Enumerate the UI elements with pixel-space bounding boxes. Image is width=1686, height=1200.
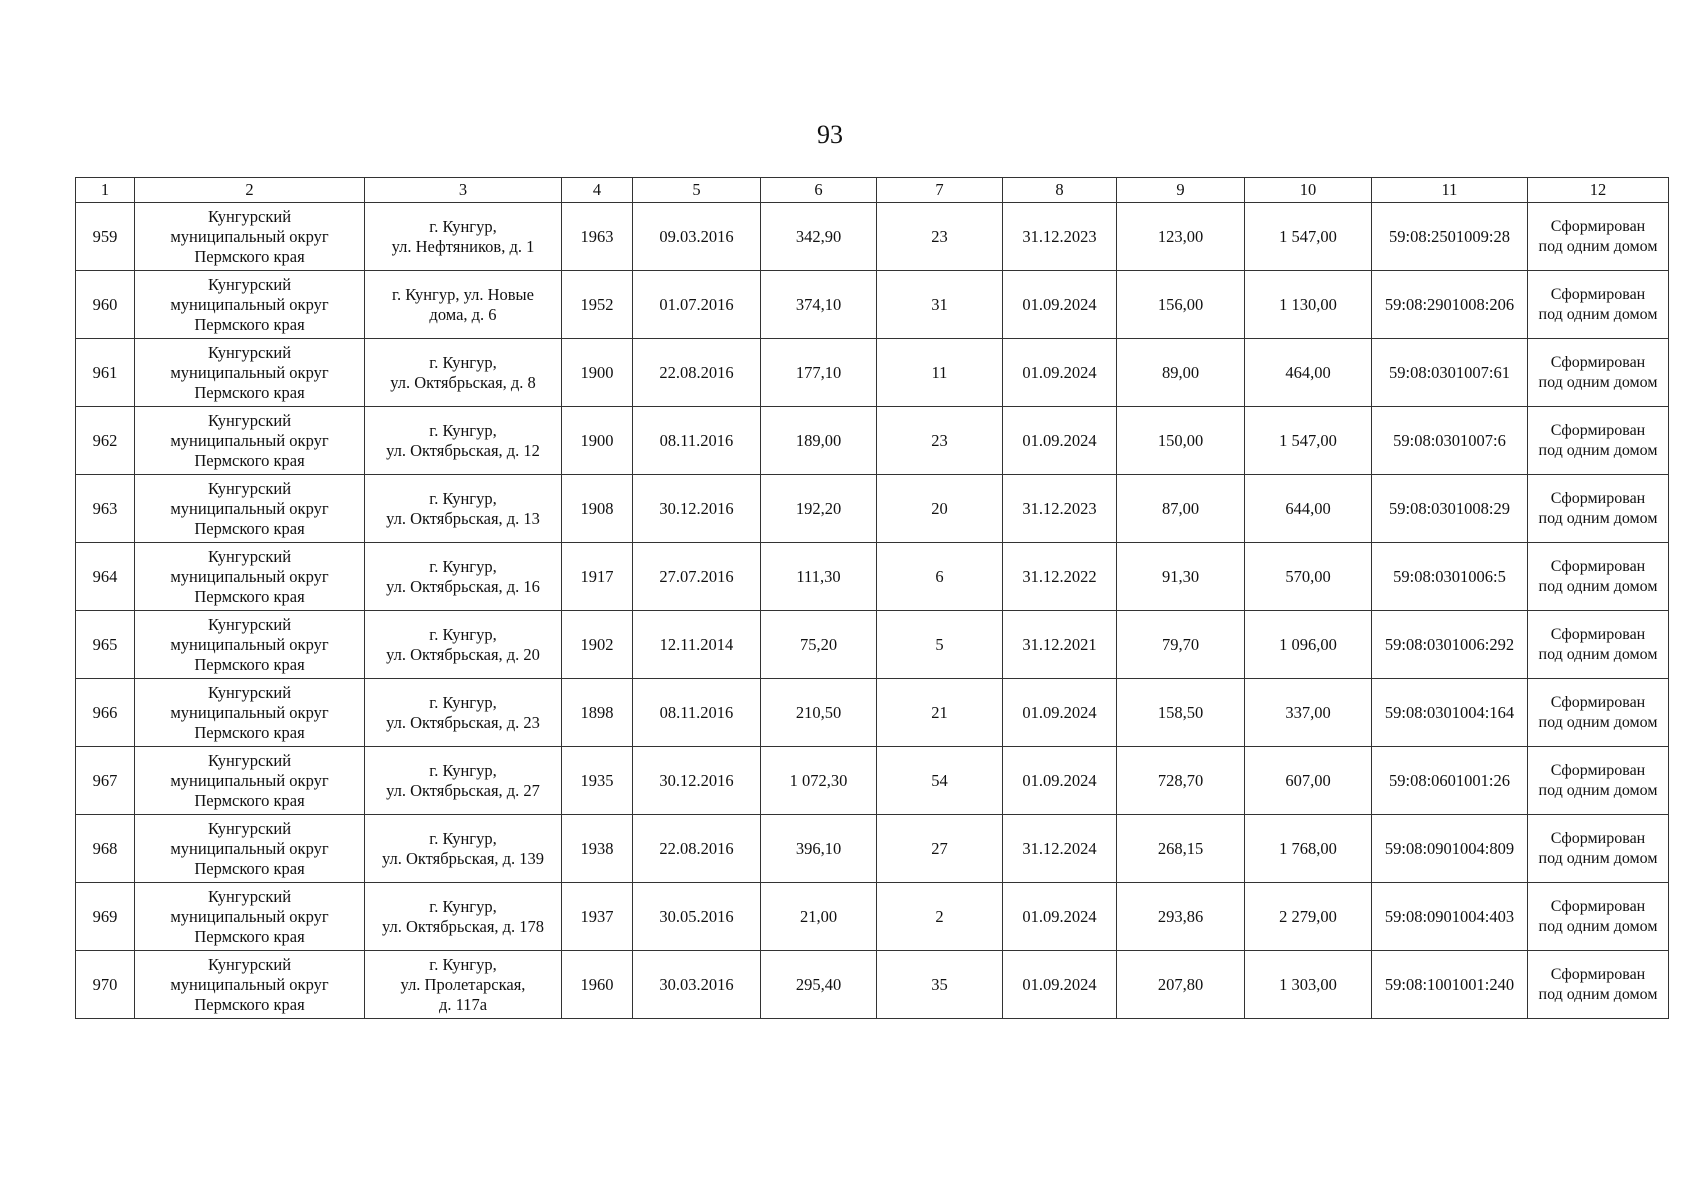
municipality-line: Пермского края <box>194 246 305 266</box>
address-cell <box>365 271 562 339</box>
municipality-line: муниципальный округ <box>170 974 329 994</box>
resettlement-deadline-cell: 01.09.2024 <box>1003 407 1117 475</box>
column-header: 11 <box>1372 178 1528 203</box>
address-line: г. Кунгур, <box>429 420 497 440</box>
address-line: г. Кунгур, <box>429 954 497 974</box>
recognition-date-cell: 22.08.2016 <box>633 339 761 407</box>
column-header: 4 <box>562 178 633 203</box>
address-line: г. Кунгур, <box>429 896 497 916</box>
total-area-cell: 396,10 <box>761 815 877 883</box>
living-area-cell: 158,50 <box>1117 679 1245 747</box>
address-cell <box>365 951 562 1019</box>
land-status-line: под одним домом <box>1538 441 1658 459</box>
recognition-date-cell: 08.11.2016 <box>633 407 761 475</box>
address-line: г. Кунгур, <box>429 828 497 848</box>
land-status-line: Сформирован <box>1550 353 1646 371</box>
cadastral-number-cell: 59:08:0601001:26 <box>1372 747 1528 815</box>
address-line: г. Кунгур, <box>429 352 497 372</box>
cadastral-number-cell: 59:08:2901008:206 <box>1372 271 1528 339</box>
municipality-line: муниципальный округ <box>170 838 329 858</box>
total-area-cell: 21,00 <box>761 883 877 951</box>
cadastral-number-cell: 59:08:0301007:61 <box>1372 339 1528 407</box>
address-cell <box>365 611 562 679</box>
land-area-cell: 1 130,00 <box>1245 271 1372 339</box>
recognition-date-cell: 12.11.2014 <box>633 611 761 679</box>
land-status-line: под одним домом <box>1538 985 1658 1003</box>
recognition-date-cell: 08.11.2016 <box>633 679 761 747</box>
residents-count-cell: 31 <box>877 271 1003 339</box>
land-status-line: под одним домом <box>1538 373 1658 391</box>
total-area-cell: 75,20 <box>761 611 877 679</box>
address-cell <box>365 883 562 951</box>
land-status-line: под одним домом <box>1538 917 1658 935</box>
cadastral-number-cell: 59:08:0301004:164 <box>1372 679 1528 747</box>
table-row <box>76 407 1669 475</box>
cadastral-number-cell: 59:08:0301007:6 <box>1372 407 1528 475</box>
recognition-date-cell: 22.08.2016 <box>633 815 761 883</box>
cadastral-number-cell: 59:08:0901004:809 <box>1372 815 1528 883</box>
recognition-date-cell: 27.07.2016 <box>633 543 761 611</box>
residents-count-cell: 35 <box>877 951 1003 1019</box>
column-header: 5 <box>633 178 761 203</box>
residents-count-cell: 6 <box>877 543 1003 611</box>
land-status-line: Сформирован <box>1550 693 1646 711</box>
residents-count-cell: 20 <box>877 475 1003 543</box>
municipality-line: Кунгурский <box>207 206 292 226</box>
table-row <box>76 815 1669 883</box>
municipality-cell <box>135 747 365 815</box>
row-number-cell: 961 <box>76 339 135 407</box>
column-header: 10 <box>1245 178 1372 203</box>
living-area-cell: 268,15 <box>1117 815 1245 883</box>
land-status-line: Сформирован <box>1550 965 1646 983</box>
total-area-cell: 189,00 <box>761 407 877 475</box>
living-area-cell: 207,80 <box>1117 951 1245 1019</box>
municipality-cell <box>135 203 365 271</box>
municipality-cell <box>135 815 365 883</box>
municipality-line: муниципальный округ <box>170 770 329 790</box>
address-line: дома, д. 6 <box>429 304 497 324</box>
housing-registry-table <box>75 177 1669 1019</box>
column-number-row <box>76 178 1669 203</box>
municipality-line: Пермского края <box>194 926 305 946</box>
total-area-cell: 177,10 <box>761 339 877 407</box>
municipality-line: муниципальный округ <box>170 634 329 654</box>
address-cell <box>365 339 562 407</box>
column-header: 8 <box>1003 178 1117 203</box>
land-status-line: Сформирован <box>1550 285 1646 303</box>
resettlement-deadline-cell: 01.09.2024 <box>1003 271 1117 339</box>
recognition-date-cell: 01.07.2016 <box>633 271 761 339</box>
municipality-line: Пермского края <box>194 858 305 878</box>
municipality-cell <box>135 339 365 407</box>
table-row <box>76 271 1669 339</box>
land-status-cell <box>1528 883 1669 951</box>
land-area-cell: 1 768,00 <box>1245 815 1372 883</box>
column-header: 2 <box>135 178 365 203</box>
municipality-line: Кунгурский <box>207 546 292 566</box>
address-line: ул. Октябрьская, д. 8 <box>390 372 536 392</box>
table-row <box>76 679 1669 747</box>
year-cell: 1960 <box>562 951 633 1019</box>
resettlement-deadline-cell: 01.09.2024 <box>1003 883 1117 951</box>
municipality-cell <box>135 543 365 611</box>
row-number-cell: 967 <box>76 747 135 815</box>
column-header: 7 <box>877 178 1003 203</box>
land-status-cell <box>1528 679 1669 747</box>
residents-count-cell: 2 <box>877 883 1003 951</box>
municipality-line: Кунгурский <box>207 478 292 498</box>
municipality-line: муниципальный округ <box>170 498 329 518</box>
land-status-cell <box>1528 951 1669 1019</box>
year-cell: 1917 <box>562 543 633 611</box>
living-area-cell: 87,00 <box>1117 475 1245 543</box>
municipality-line: муниципальный округ <box>170 226 329 246</box>
municipality-line: Кунгурский <box>207 682 292 702</box>
cadastral-number-cell: 59:08:0301008:29 <box>1372 475 1528 543</box>
municipality-line: Пермского края <box>194 722 305 742</box>
address-cell <box>365 543 562 611</box>
address-cell <box>365 203 562 271</box>
address-line: г. Кунгур, <box>429 692 497 712</box>
living-area-cell: 91,30 <box>1117 543 1245 611</box>
page-number: 93 <box>817 120 843 149</box>
land-status-line: под одним домом <box>1538 509 1658 527</box>
address-line: ул. Октябрьская, д. 20 <box>386 644 540 664</box>
address-cell <box>365 475 562 543</box>
recognition-date-cell: 09.03.2016 <box>633 203 761 271</box>
municipality-cell <box>135 271 365 339</box>
year-cell: 1935 <box>562 747 633 815</box>
municipality-cell <box>135 883 365 951</box>
land-status-line: под одним домом <box>1538 305 1658 323</box>
total-area-cell: 295,40 <box>761 951 877 1019</box>
table-row <box>76 203 1669 271</box>
cadastral-number-cell: 59:08:0301006:5 <box>1372 543 1528 611</box>
land-area-cell: 464,00 <box>1245 339 1372 407</box>
municipality-line: Кунгурский <box>207 614 292 634</box>
land-area-cell: 2 279,00 <box>1245 883 1372 951</box>
column-header: 9 <box>1117 178 1245 203</box>
land-status-cell <box>1528 475 1669 543</box>
total-area-cell: 1 072,30 <box>761 747 877 815</box>
address-line: ул. Нефтяников, д. 1 <box>391 236 535 256</box>
recognition-date-cell: 30.12.2016 <box>633 475 761 543</box>
table-row <box>76 611 1669 679</box>
recognition-date-cell: 30.05.2016 <box>633 883 761 951</box>
table-row <box>76 951 1669 1019</box>
land-area-cell: 1 303,00 <box>1245 951 1372 1019</box>
year-cell: 1908 <box>562 475 633 543</box>
land-status-cell <box>1528 611 1669 679</box>
year-cell: 1900 <box>562 339 633 407</box>
residents-count-cell: 23 <box>877 407 1003 475</box>
municipality-line: муниципальный округ <box>170 430 329 450</box>
address-line: г. Кунгур, <box>429 624 497 644</box>
land-area-cell: 1 547,00 <box>1245 203 1372 271</box>
total-area-cell: 192,20 <box>761 475 877 543</box>
address-cell <box>365 407 562 475</box>
resettlement-deadline-cell: 31.12.2021 <box>1003 611 1117 679</box>
municipality-line: Кунгурский <box>207 954 292 974</box>
resettlement-deadline-cell: 01.09.2024 <box>1003 747 1117 815</box>
municipality-cell <box>135 407 365 475</box>
year-cell: 1898 <box>562 679 633 747</box>
total-area-cell: 374,10 <box>761 271 877 339</box>
land-status-line: Сформирован <box>1550 217 1646 235</box>
address-line: ул. Октябрьская, д. 23 <box>386 712 540 732</box>
cadastral-number-cell: 59:08:0901004:403 <box>1372 883 1528 951</box>
municipality-line: Кунгурский <box>207 410 292 430</box>
table-row <box>76 543 1669 611</box>
municipality-line: Пермского края <box>194 790 305 810</box>
resettlement-deadline-cell: 31.12.2023 <box>1003 475 1117 543</box>
row-number-cell: 970 <box>76 951 135 1019</box>
address-line: г. Кунгур, <box>429 760 497 780</box>
table-row <box>76 747 1669 815</box>
municipality-line: Пермского края <box>194 994 305 1014</box>
municipality-line: Кунгурский <box>207 274 292 294</box>
column-header: 1 <box>76 178 135 203</box>
address-line: ул. Октябрьская, д. 27 <box>386 780 540 800</box>
total-area-cell: 342,90 <box>761 203 877 271</box>
land-area-cell: 570,00 <box>1245 543 1372 611</box>
cadastral-number-cell: 59:08:0301006:292 <box>1372 611 1528 679</box>
year-cell: 1902 <box>562 611 633 679</box>
living-area-cell: 156,00 <box>1117 271 1245 339</box>
land-status-cell <box>1528 271 1669 339</box>
residents-count-cell: 5 <box>877 611 1003 679</box>
address-cell <box>365 747 562 815</box>
address-line: д. 117а <box>438 994 488 1014</box>
table-row <box>76 475 1669 543</box>
residents-count-cell: 11 <box>877 339 1003 407</box>
land-area-cell: 1 547,00 <box>1245 407 1372 475</box>
land-status-line: Сформирован <box>1550 829 1646 847</box>
municipality-line: Пермского края <box>194 450 305 470</box>
resettlement-deadline-cell: 01.09.2024 <box>1003 951 1117 1019</box>
land-status-line: Сформирован <box>1550 489 1646 507</box>
row-number-cell: 959 <box>76 203 135 271</box>
land-status-cell <box>1528 203 1669 271</box>
municipality-line: Пермского края <box>194 586 305 606</box>
cadastral-number-cell: 59:08:1001001:240 <box>1372 951 1528 1019</box>
residents-count-cell: 21 <box>877 679 1003 747</box>
year-cell: 1952 <box>562 271 633 339</box>
address-cell <box>365 815 562 883</box>
address-line: ул. Октябрьская, д. 139 <box>381 848 545 868</box>
year-cell: 1900 <box>562 407 633 475</box>
municipality-line: муниципальный округ <box>170 362 329 382</box>
land-area-cell: 644,00 <box>1245 475 1372 543</box>
living-area-cell: 89,00 <box>1117 339 1245 407</box>
living-area-cell: 123,00 <box>1117 203 1245 271</box>
municipality-line: Пермского края <box>194 518 305 538</box>
column-header: 6 <box>761 178 877 203</box>
municipality-line: Пермского края <box>194 314 305 334</box>
land-status-line: Сформирован <box>1550 625 1646 643</box>
row-number-cell: 963 <box>76 475 135 543</box>
row-number-cell: 965 <box>76 611 135 679</box>
land-status-line: Сформирован <box>1550 557 1646 575</box>
land-status-cell <box>1528 543 1669 611</box>
land-status-line: под одним домом <box>1538 237 1658 255</box>
residents-count-cell: 54 <box>877 747 1003 815</box>
land-status-line: Сформирован <box>1550 761 1646 779</box>
recognition-date-cell: 30.03.2016 <box>633 951 761 1019</box>
row-number-cell: 968 <box>76 815 135 883</box>
year-cell: 1938 <box>562 815 633 883</box>
municipality-line: муниципальный округ <box>170 294 329 314</box>
residents-count-cell: 23 <box>877 203 1003 271</box>
year-cell: 1963 <box>562 203 633 271</box>
table-row <box>76 339 1669 407</box>
row-number-cell: 964 <box>76 543 135 611</box>
recognition-date-cell: 30.12.2016 <box>633 747 761 815</box>
municipality-cell <box>135 679 365 747</box>
address-line: г. Кунгур, <box>429 488 497 508</box>
total-area-cell: 111,30 <box>761 543 877 611</box>
land-status-line: под одним домом <box>1538 781 1658 799</box>
resettlement-deadline-cell: 31.12.2022 <box>1003 543 1117 611</box>
address-line: ул. Октябрьская, д. 12 <box>386 440 540 460</box>
municipality-cell <box>135 611 365 679</box>
municipality-line: Кунгурский <box>207 818 292 838</box>
land-status-line: под одним домом <box>1538 645 1658 663</box>
address-line: г. Кунгур, ул. Новые <box>392 284 534 304</box>
living-area-cell: 150,00 <box>1117 407 1245 475</box>
row-number-cell: 966 <box>76 679 135 747</box>
land-status-line: под одним домом <box>1538 577 1658 595</box>
resettlement-deadline-cell: 31.12.2023 <box>1003 203 1117 271</box>
address-line: ул. Пролетарская, <box>400 974 526 994</box>
address-line: ул. Октябрьская, д. 178 <box>381 916 545 936</box>
address-cell <box>365 679 562 747</box>
land-area-cell: 337,00 <box>1245 679 1372 747</box>
municipality-line: Пермского края <box>194 654 305 674</box>
cadastral-number-cell: 59:08:2501009:28 <box>1372 203 1528 271</box>
land-status-cell <box>1528 815 1669 883</box>
land-status-line: под одним домом <box>1538 713 1658 731</box>
land-area-cell: 607,00 <box>1245 747 1372 815</box>
resettlement-deadline-cell: 01.09.2024 <box>1003 339 1117 407</box>
municipality-cell <box>135 475 365 543</box>
address-line: ул. Октябрьская, д. 16 <box>386 576 540 596</box>
municipality-line: муниципальный округ <box>170 906 329 926</box>
residents-count-cell: 27 <box>877 815 1003 883</box>
land-status-line: Сформирован <box>1550 421 1646 439</box>
living-area-cell: 728,70 <box>1117 747 1245 815</box>
land-status-cell <box>1528 339 1669 407</box>
land-status-line: Сформирован <box>1550 897 1646 915</box>
column-header: 3 <box>365 178 562 203</box>
total-area-cell: 210,50 <box>761 679 877 747</box>
row-number-cell: 960 <box>76 271 135 339</box>
row-number-cell: 962 <box>76 407 135 475</box>
municipality-line: Пермского края <box>194 382 305 402</box>
municipality-line: Кунгурский <box>207 750 292 770</box>
table-row <box>76 883 1669 951</box>
living-area-cell: 293,86 <box>1117 883 1245 951</box>
municipality-line: муниципальный округ <box>170 702 329 722</box>
column-header: 12 <box>1528 178 1669 203</box>
address-line: ул. Октябрьская, д. 13 <box>386 508 540 528</box>
living-area-cell: 79,70 <box>1117 611 1245 679</box>
address-line: г. Кунгур, <box>429 216 497 236</box>
municipality-cell <box>135 951 365 1019</box>
registry-body <box>76 203 1669 1019</box>
year-cell: 1937 <box>562 883 633 951</box>
resettlement-deadline-cell: 31.12.2024 <box>1003 815 1117 883</box>
land-area-cell: 1 096,00 <box>1245 611 1372 679</box>
land-status-cell <box>1528 407 1669 475</box>
municipality-line: Кунгурский <box>207 342 292 362</box>
row-number-cell: 969 <box>76 883 135 951</box>
resettlement-deadline-cell: 01.09.2024 <box>1003 679 1117 747</box>
land-status-line: под одним домом <box>1538 849 1658 867</box>
address-line: г. Кунгур, <box>429 556 497 576</box>
municipality-line: Кунгурский <box>207 886 292 906</box>
land-status-cell <box>1528 747 1669 815</box>
municipality-line: муниципальный округ <box>170 566 329 586</box>
